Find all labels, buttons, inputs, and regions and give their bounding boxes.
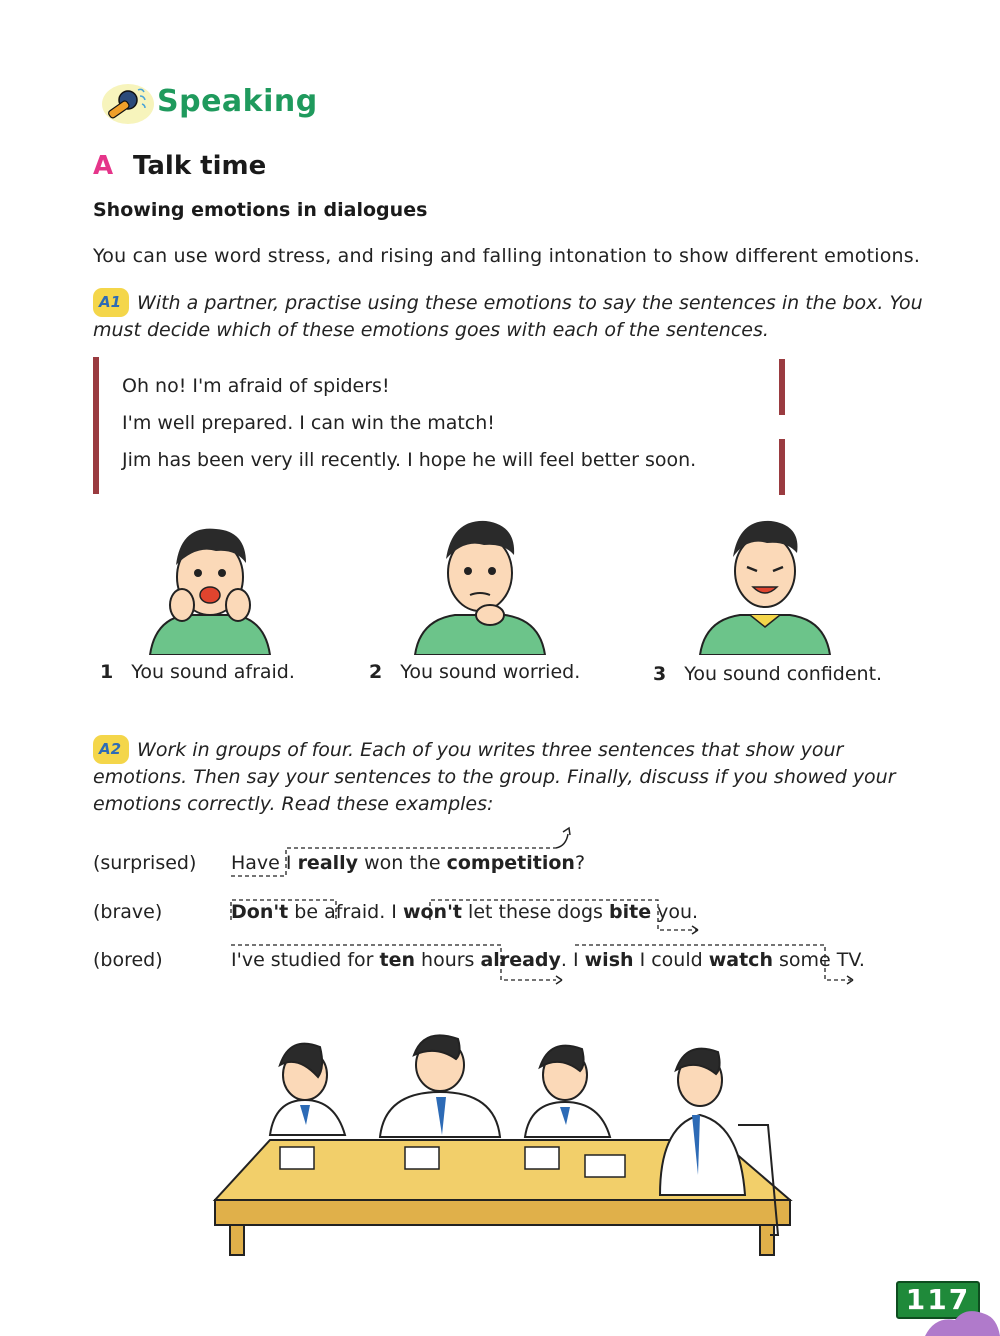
stressed-word: watch: [708, 949, 773, 971]
worried-boy-illustration: [410, 515, 550, 655]
stressed-word: bite: [609, 901, 652, 923]
intro-text: You can use word stress, and rising and falling intonation to show different emotions.: [93, 245, 921, 267]
example-sentence: [231, 852, 585, 874]
stressed-word: ten: [379, 949, 415, 971]
part-title: Talk time: [133, 151, 267, 181]
microphone-icon: [98, 80, 156, 132]
page-number: 117: [896, 1281, 980, 1319]
sentence-fragment: let these dogs: [462, 901, 609, 923]
box-sentence: Oh no! I'm afraid of spiders!: [122, 375, 390, 397]
sentence-fragment: won the: [358, 852, 447, 874]
stressed-word: really: [297, 852, 359, 874]
sentence-fragment: . I: [560, 949, 585, 971]
stressed-word: wish: [584, 949, 634, 971]
a1-instruction-text: With a partner, practise using these emotions to say the sentences in the box. You must decide which of these emotions goes with each of the sentences.: [93, 292, 923, 341]
a2-instruction: [93, 735, 923, 818]
a1-badge: A1: [93, 288, 129, 317]
sentence-fragment: I've studied for: [231, 949, 380, 971]
stressed-word: competition: [446, 852, 575, 874]
box-bar-left: [93, 357, 99, 494]
example-emotion-label: (surprised): [93, 852, 197, 874]
stressed-word: Don't: [231, 901, 289, 923]
box-bar-right-bottom: [779, 439, 785, 495]
a2-badge: A2: [93, 735, 129, 764]
corner-decoration: [920, 1300, 1000, 1336]
sentence-fragment: ?: [574, 852, 586, 874]
section-title: Speaking: [157, 84, 318, 119]
sentence-fragment: I could: [633, 949, 709, 971]
example-sentence: [231, 901, 698, 923]
sentence-fragment: some TV.: [772, 949, 865, 971]
classroom-students-illustration: [200, 1025, 800, 1260]
caption-worried: 2 You sound worried.: [369, 661, 581, 683]
part-letter: A: [93, 151, 114, 181]
caption-afraid: 1 You sound afraid.: [100, 661, 295, 683]
box-sentence: I'm well prepared. I can win the match!: [122, 412, 495, 434]
stressed-word: already: [480, 949, 561, 971]
box-bar-right-top: [779, 359, 785, 415]
box-sentence: Jim has been very ill recently. I hope he will feel better soon.: [122, 449, 697, 471]
sentence-fragment: you.: [651, 901, 699, 923]
a2-instruction-text: Work in groups of four. Each of you writes three sentences that show your emotions. Then say your sentences to the group. Finally, discuss if you showed your emotions correctly. Read these examples:: [93, 739, 896, 815]
sentence-fragment: hours: [414, 949, 481, 971]
example-emotion-label: (brave): [93, 901, 163, 923]
sentence-fragment: be afraid. I: [288, 901, 403, 923]
sentence-fragment: I: [279, 852, 298, 874]
sentence-fragment: Have: [231, 852, 280, 874]
example-sentence: [231, 949, 865, 971]
confident-boy-illustration: [695, 515, 835, 655]
example-emotion-label: (bored): [93, 949, 163, 971]
caption-confident: 3 You sound confident.: [653, 663, 883, 685]
stressed-word: won't: [402, 901, 462, 923]
subheading: Showing emotions in dialogues: [93, 199, 428, 221]
afraid-boy-illustration: [140, 515, 280, 655]
a1-instruction: [93, 288, 923, 344]
